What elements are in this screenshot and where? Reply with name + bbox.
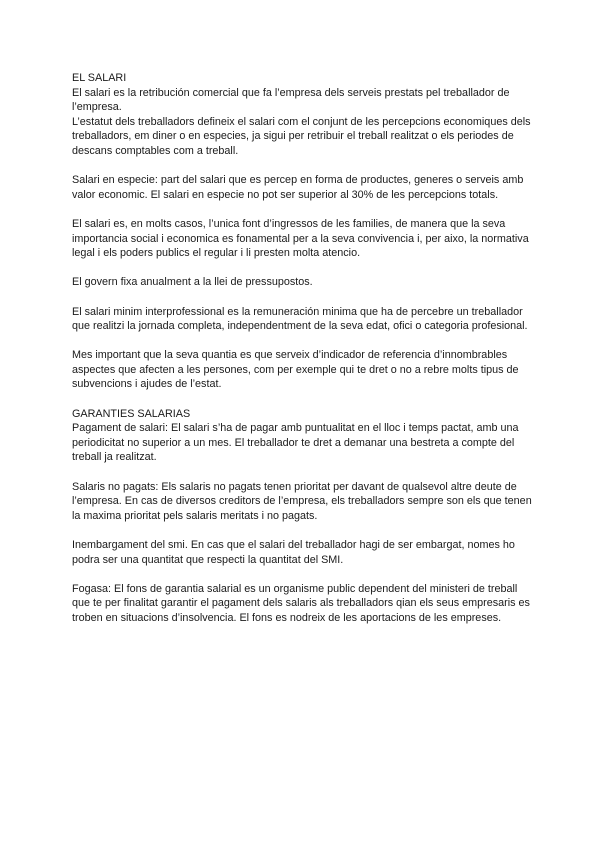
section-el-salari-intro (72, 71, 532, 159)
paragraph-block (72, 173, 532, 202)
paragraph-block (72, 305, 532, 334)
paragraph: Pagament de salari: El salari s’ha de pagar amb puntualitat en el lloc i temps pactat, amb una periodicitat no superior a un mes. El treballador te dret a demanar una bestreta a compte del treball ja realitzat. (72, 422, 519, 464)
paragraph-block (72, 348, 532, 392)
paragraph: El govern fixa anualment a la llei de pressupostos. (72, 276, 313, 289)
paragraph-block (72, 275, 532, 290)
paragraph-block (72, 538, 532, 567)
section-heading: EL SALARI (72, 72, 127, 84)
paragraph: Mes important que la seva quantia es que serveix d’indicador de referencia d’innombrables aspectes que afecten a les persones, com per exemple qui te dret o no a rebre molts tipus de subvencions i ajudes de l’estat. (72, 349, 519, 391)
paragraph: Salari en especie: part del salari que es percep en forma de productes, generes o serveis amb valor economic. El salari en especie no pot ser superior al 30% de les percepcions totals. (72, 174, 524, 201)
section-garanties-salarias-intro (72, 407, 532, 465)
paragraph-block (72, 480, 532, 524)
paragraph: Inembargament del smi. En cas que el salari del treballador hagi de ser embargat, nomes ho podra ser una quantitat que respecti la quantitat del SMI. (72, 539, 515, 566)
paragraph: Salaris no pagats: Els salaris no pagats tenen prioritat per davant de qualsevol altre deute de l’empresa. En cas de diversos creditors de l’empresa, els treballadors sempre son els que tenen la maxima prioritat pels salaris meritats i no pagats. (72, 480, 532, 522)
paragraph-block (72, 582, 532, 626)
document-page (72, 71, 532, 640)
section-heading: GARANTIES SALARIAS (72, 407, 191, 420)
paragraph: El salari minim interprofessional es la remuneración minima que ha de percebre un treballador que realitzi la jornada completa, independentment de la seva edat, ofici o categoria profesional. (72, 305, 528, 333)
paragraph: El salari es, en molts casos, l’unica font d’ingressos de les families, de manera que la seva importancia social i economica es fonamental per a la seva convivencia i, per aixo, la normativa legal i els poders publics el regular i li presten molta atencio. (72, 217, 529, 260)
paragraph: Fogasa: El fons de garantia salarial es un organisme public dependent del ministeri de treball que te per finalitat garantir el pagament dels salaris als treballadors qian els seus empresaris es troben en situacions d’insolvencia. El fons es nodreix de les aportacions de les empreses. (72, 582, 530, 624)
paragraph: El salari es la retribución comercial que fa l’empresa dels serveis prestats pel treballador de l’empresa. (72, 86, 510, 114)
paragraph-block (72, 217, 532, 261)
paragraph: L’estatut dels treballadors defineix el salari com el conjunt de les percepcions economiques dels treballadors, em diner o en especies, ja sigui per retribuir el treball realitzat o els periodes de descans comptables com a treball. (72, 115, 531, 157)
